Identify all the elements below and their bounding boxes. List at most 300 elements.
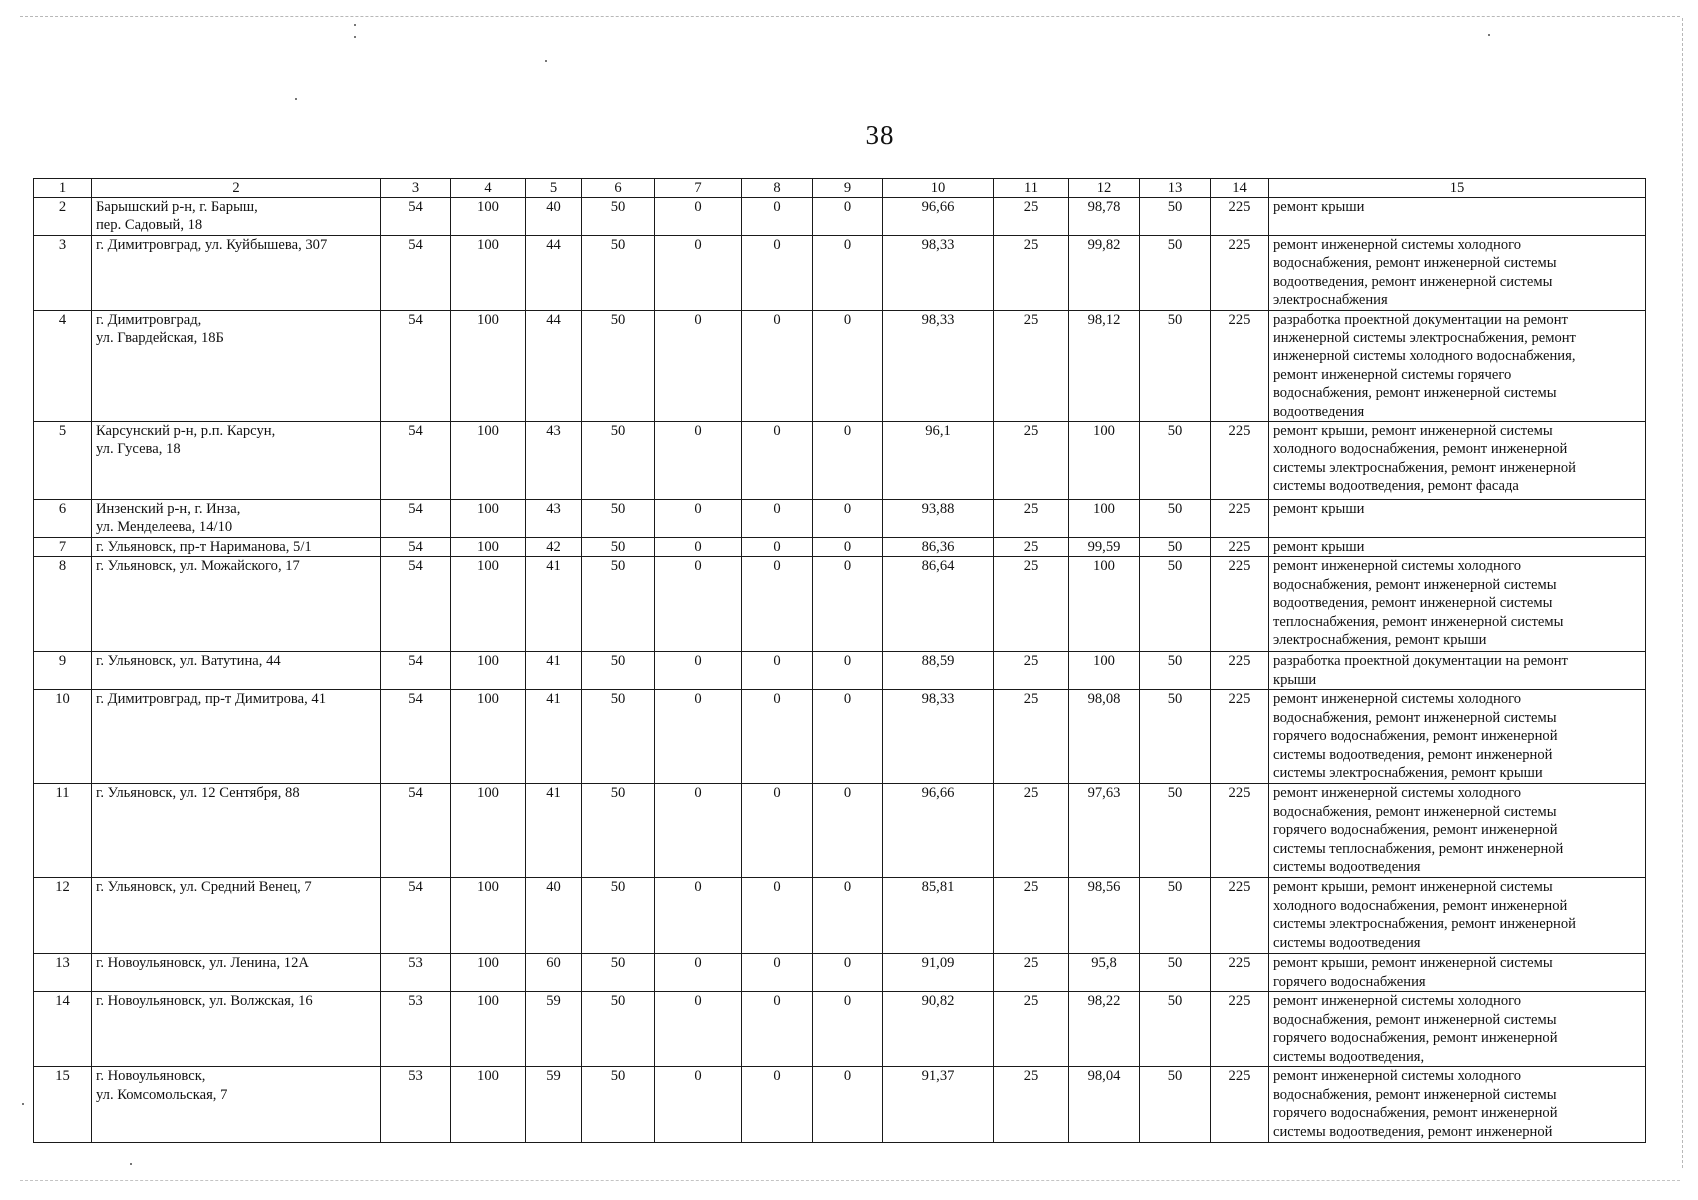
description-line: горячего водоснабжения, ремонт инженерной [1273,1105,1558,1122]
scan-border-top [20,16,1680,17]
value-cell: 53 [381,1067,451,1143]
description-line: инженерной системы электроснабжения, ремонт [1273,330,1576,347]
value-cell: 100 [451,1067,526,1143]
value-cell: 0 [742,878,813,954]
description-line: крыши [1273,671,1317,688]
value-cell: 98,08 [1069,690,1140,784]
value-cell: 50 [1140,236,1211,311]
works-description-cell [1269,784,1646,878]
value-cell: 0 [742,236,813,311]
row-number-cell: 5 [34,422,92,500]
value-cell: 25 [994,538,1069,557]
value-cell: 59 [526,992,582,1067]
value-cell: 0 [813,690,883,784]
value-cell: 99,82 [1069,236,1140,311]
value-cell: 41 [526,557,582,652]
table-row [34,500,1646,538]
description-line: системы водоотведения, ремонт инженерной [1273,1123,1553,1140]
description-line: ремонт крыши [1273,199,1365,215]
repair-table [33,178,1646,1143]
scan-speck [22,1103,24,1105]
description-line: водоснабжения, ремонт инженерной системы [1273,255,1557,272]
value-cell: 0 [742,310,813,421]
table-row [34,992,1646,1067]
works-description-cell [1269,500,1646,538]
value-cell: 0 [655,652,742,690]
value-cell: 41 [526,652,582,690]
value-cell: 100 [451,198,526,236]
value-cell: 50 [582,422,655,500]
column-header: 6 [582,179,655,198]
value-cell: 42 [526,538,582,557]
works-description-cell [1269,1067,1646,1143]
value-cell: 100 [451,878,526,954]
value-cell: 0 [813,310,883,421]
page-number: 38 [865,120,895,150]
value-cell: 0 [813,954,883,992]
value-cell: 43 [526,500,582,538]
works-description-cell [1269,198,1646,236]
description-line: ремонт инженерной системы горячего [1273,366,1512,383]
value-cell: 50 [1140,422,1211,500]
description-line: горячего водоснабжения, ремонт инженерной [1273,1030,1558,1047]
value-cell: 54 [381,690,451,784]
description-line: водоотведения, ремонт инженерной системы [1273,595,1553,612]
column-header: 10 [883,179,994,198]
value-cell: 98,33 [883,690,994,784]
value-cell: 91,37 [883,1067,994,1143]
address-line: ул. Гусева, 18 [96,441,181,458]
value-cell: 100 [451,784,526,878]
address-cell [92,557,381,652]
value-cell: 0 [742,557,813,652]
value-cell: 25 [994,652,1069,690]
description-line: системы водоотведения, ремонт фасада [1273,478,1519,495]
column-header: 11 [994,179,1069,198]
description-line: системы водоотведения, ремонт инженерной [1273,746,1553,763]
value-cell: 25 [994,1067,1069,1143]
value-cell: 0 [655,310,742,421]
column-header: 1 [34,179,92,198]
value-cell: 99,59 [1069,538,1140,557]
table-body [34,198,1646,1143]
description-line: ремонт инженерной системы холодного [1273,1068,1522,1085]
value-cell: 0 [742,652,813,690]
value-cell: 50 [582,198,655,236]
value-cell: 54 [381,557,451,652]
description-line: электроснабжения, ремонт крыши [1273,632,1487,649]
table-row [34,236,1646,311]
value-cell: 225 [1211,954,1269,992]
column-header: 8 [742,179,813,198]
address-line: г. Ульяновск, ул. Средний Венец, 7 [96,879,312,896]
row-number-cell: 7 [34,538,92,557]
value-cell: 25 [994,878,1069,954]
value-cell: 50 [582,784,655,878]
value-cell: 54 [381,310,451,421]
table-row [34,784,1646,878]
value-cell: 95,8 [1069,954,1140,992]
address-line: г. Ульяновск, ул. Можайского, 17 [96,558,300,575]
value-cell: 98,78 [1069,198,1140,236]
value-cell: 54 [381,878,451,954]
value-cell: 40 [526,878,582,954]
value-cell: 0 [742,954,813,992]
value-cell: 50 [582,878,655,954]
value-cell: 91,09 [883,954,994,992]
description-line: водоснабжения, ремонт инженерной системы [1273,576,1557,593]
value-cell: 54 [381,538,451,557]
value-cell: 50 [582,500,655,538]
value-cell: 225 [1211,1067,1269,1143]
address-line: Барышский р-н, г. Барыш, [96,199,258,215]
value-cell: 50 [582,1067,655,1143]
value-cell: 225 [1211,784,1269,878]
address-cell [92,198,381,236]
description-line: ремонт крыши, ремонт инженерной системы [1273,955,1553,972]
table-row [34,310,1646,421]
value-cell: 225 [1211,198,1269,236]
value-cell: 86,36 [883,538,994,557]
value-cell: 41 [526,690,582,784]
value-cell: 100 [451,310,526,421]
address-line: ул. Менделеева, 14/10 [96,519,233,536]
row-number-cell: 2 [34,198,92,236]
value-cell: 0 [813,198,883,236]
value-cell: 98,33 [883,236,994,311]
value-cell: 100 [451,422,526,500]
works-description-cell [1269,652,1646,690]
value-cell: 50 [1140,690,1211,784]
value-cell: 44 [526,310,582,421]
description-line: системы электроснабжения, ремонт инженерной [1273,459,1576,476]
column-header: 7 [655,179,742,198]
table-row [34,878,1646,954]
value-cell: 0 [655,690,742,784]
value-cell: 0 [813,784,883,878]
description-line: системы водоотведения, [1273,1048,1425,1065]
works-description-cell [1269,954,1646,992]
scan-speck [354,24,356,26]
value-cell: 25 [994,500,1069,538]
value-cell: 54 [381,784,451,878]
works-description-cell [1269,690,1646,784]
value-cell: 0 [655,992,742,1067]
description-line: системы электроснабжения, ремонт крыши [1273,765,1543,782]
table-row [34,557,1646,652]
description-line: ремонт крыши, ремонт инженерной системы [1273,423,1553,440]
row-number-cell: 14 [34,992,92,1067]
value-cell: 0 [813,878,883,954]
scan-speck [354,36,356,38]
column-header: 4 [451,179,526,198]
value-cell: 225 [1211,652,1269,690]
value-cell: 100 [451,557,526,652]
address-line: пер. Садовый, 18 [96,217,203,234]
value-cell: 0 [813,538,883,557]
value-cell: 60 [526,954,582,992]
row-number-cell: 8 [34,557,92,652]
value-cell: 50 [1140,992,1211,1067]
description-line: ремонт крыши [1273,501,1365,518]
description-line: горячего водоснабжения, ремонт инженерной [1273,822,1558,839]
table-row [34,1067,1646,1143]
value-cell: 0 [655,538,742,557]
description-line: водоснабжения, ремонт инженерной системы [1273,803,1557,820]
column-header: 14 [1211,179,1269,198]
scan-border-bottom [20,1180,1680,1181]
value-cell: 100 [451,954,526,992]
description-line: ремонт инженерной системы холодного [1273,785,1522,802]
value-cell: 98,22 [1069,992,1140,1067]
address-line: г. Димитровград, ул. Куйбышева, 307 [96,237,328,253]
value-cell: 50 [1140,652,1211,690]
table-header-row [34,179,1646,198]
value-cell: 50 [1140,878,1211,954]
address-line: г. Димитровград, пр-т Димитрова, 41 [96,691,326,708]
description-line: системы водоотведения [1273,859,1421,876]
value-cell: 54 [381,198,451,236]
value-cell: 0 [813,1067,883,1143]
description-line: ремонт инженерной системы холодного [1273,691,1522,708]
value-cell: 96,1 [883,422,994,500]
value-cell: 25 [994,954,1069,992]
value-cell: 225 [1211,236,1269,311]
scan-border-right [1682,18,1683,1168]
value-cell: 0 [655,236,742,311]
scan-speck [1488,34,1490,36]
column-header: 5 [526,179,582,198]
address-line: г. Новоульяновск, [96,1068,206,1085]
address-cell [92,310,381,421]
value-cell: 43 [526,422,582,500]
row-number-cell: 9 [34,652,92,690]
value-cell: 0 [813,652,883,690]
value-cell: 100 [451,236,526,311]
value-cell: 40 [526,198,582,236]
row-number-cell: 11 [34,784,92,878]
description-line: ремонт инженерной системы холодного [1273,993,1522,1010]
description-line: водоотведения, ремонт инженерной системы [1273,273,1553,290]
works-description-cell [1269,557,1646,652]
value-cell: 100 [451,500,526,538]
value-cell: 0 [813,992,883,1067]
address-cell [92,878,381,954]
column-header: 9 [813,179,883,198]
value-cell: 25 [994,690,1069,784]
column-header: 3 [381,179,451,198]
works-description-cell [1269,538,1646,557]
address-cell [92,538,381,557]
description-line: разработка проектной документации на ремонт [1273,311,1568,328]
address-cell [92,954,381,992]
address-line: г. Новоульяновск, ул. Ленина, 12А [96,955,309,972]
value-cell: 0 [813,422,883,500]
value-cell: 96,66 [883,198,994,236]
address-cell [92,690,381,784]
table-row [34,954,1646,992]
value-cell: 53 [381,954,451,992]
works-description-cell [1269,236,1646,311]
value-cell: 225 [1211,422,1269,500]
value-cell: 25 [994,992,1069,1067]
value-cell: 41 [526,784,582,878]
description-line: инженерной системы холодного водоснабжения, [1273,348,1576,365]
value-cell: 0 [655,954,742,992]
value-cell: 100 [451,992,526,1067]
value-cell: 86,64 [883,557,994,652]
description-line: водоснабжения, ремонт инженерной системы [1273,709,1557,726]
address-line: г. Ульяновск, пр-т Нариманова, 5/1 [96,539,312,556]
value-cell: 50 [1140,954,1211,992]
value-cell: 225 [1211,878,1269,954]
value-cell: 0 [742,690,813,784]
value-cell: 25 [994,557,1069,652]
value-cell: 50 [582,538,655,557]
value-cell: 0 [742,784,813,878]
value-cell: 100 [1069,422,1140,500]
description-line: электроснабжения [1273,292,1388,309]
address-cell [92,1067,381,1143]
description-line: ремонт крыши, ремонт инженерной системы [1273,879,1553,896]
value-cell: 98,04 [1069,1067,1140,1143]
value-cell: 90,82 [883,992,994,1067]
value-cell: 0 [742,422,813,500]
value-cell: 98,12 [1069,310,1140,421]
address-line: Карсунский р-н, р.п. Карсун, [96,423,276,440]
address-cell [92,422,381,500]
value-cell: 54 [381,422,451,500]
value-cell: 50 [1140,538,1211,557]
value-cell: 98,33 [883,310,994,421]
address-line: г. Димитровград, [96,311,202,328]
description-line: системы электроснабжения, ремонт инженерной [1273,916,1576,933]
description-line: водоотведения [1273,403,1365,420]
value-cell: 0 [742,500,813,538]
description-line: водоснабжения, ремонт инженерной системы [1273,1011,1557,1028]
column-header: 2 [92,179,381,198]
value-cell: 225 [1211,690,1269,784]
value-cell: 0 [742,198,813,236]
value-cell: 54 [381,236,451,311]
value-cell: 0 [655,878,742,954]
value-cell: 0 [813,236,883,311]
value-cell: 50 [1140,784,1211,878]
value-cell: 97,63 [1069,784,1140,878]
description-line: разработка проектной документации на ремонт [1273,653,1568,670]
description-line: холодного водоснабжения, ремонт инженерной [1273,441,1568,458]
row-number-cell: 4 [34,310,92,421]
value-cell: 50 [1140,198,1211,236]
column-header: 13 [1140,179,1211,198]
value-cell: 0 [655,198,742,236]
value-cell: 0 [813,500,883,538]
description-line: ремонт инженерной системы холодного [1273,237,1522,253]
value-cell: 25 [994,422,1069,500]
value-cell: 25 [994,236,1069,311]
table-row [34,538,1646,557]
value-cell: 0 [655,500,742,538]
value-cell: 225 [1211,500,1269,538]
address-cell [92,992,381,1067]
value-cell: 25 [994,784,1069,878]
works-description-cell [1269,310,1646,421]
value-cell: 50 [582,992,655,1067]
description-line: ремонт крыши [1273,539,1365,556]
description-line: теплоснабжения, ремонт инженерной системы [1273,613,1564,630]
value-cell: 100 [1069,500,1140,538]
value-cell: 225 [1211,310,1269,421]
value-cell: 50 [582,652,655,690]
address-cell [92,652,381,690]
value-cell: 0 [655,1067,742,1143]
value-cell: 50 [1140,310,1211,421]
value-cell: 25 [994,198,1069,236]
value-cell: 0 [742,538,813,557]
value-cell: 100 [451,690,526,784]
scan-speck [130,1163,132,1165]
value-cell: 225 [1211,557,1269,652]
row-number-cell: 6 [34,500,92,538]
table-row [34,690,1646,784]
value-cell: 100 [451,652,526,690]
works-description-cell [1269,422,1646,500]
value-cell: 88,59 [883,652,994,690]
description-line: системы водоотведения [1273,934,1421,951]
value-cell: 225 [1211,992,1269,1067]
value-cell: 0 [655,557,742,652]
address-line: ул. Гвардейская, 18Б [96,330,224,347]
description-line: холодного водоснабжения, ремонт инженерной [1273,897,1568,914]
description-line: водоснабжения, ремонт инженерной системы [1273,385,1557,402]
value-cell: 54 [381,500,451,538]
value-cell: 0 [742,992,813,1067]
value-cell: 50 [1140,500,1211,538]
address-cell [92,236,381,311]
address-line: г. Новоульяновск, ул. Волжская, 16 [96,993,313,1010]
description-line: системы теплоснабжения, ремонт инженерной [1273,840,1564,857]
value-cell: 96,66 [883,784,994,878]
value-cell: 98,56 [1069,878,1140,954]
description-line: ремонт инженерной системы холодного [1273,558,1522,575]
value-cell: 0 [742,1067,813,1143]
row-number-cell: 15 [34,1067,92,1143]
value-cell: 53 [381,992,451,1067]
value-cell: 0 [655,422,742,500]
scan-speck [545,60,547,62]
scan-speck [295,98,297,100]
value-cell: 59 [526,1067,582,1143]
address-line: Инзенский р-н, г. Инза, [96,501,241,518]
value-cell: 0 [655,784,742,878]
value-cell: 93,88 [883,500,994,538]
description-line: горячего водоснабжения, ремонт инженерной [1273,728,1558,745]
value-cell: 50 [582,954,655,992]
address-cell [92,500,381,538]
value-cell: 50 [582,557,655,652]
address-line: ул. Комсомольская, 7 [96,1086,228,1103]
value-cell: 50 [1140,1067,1211,1143]
row-number-cell: 10 [34,690,92,784]
table-row [34,422,1646,500]
value-cell: 54 [381,652,451,690]
value-cell: 100 [1069,557,1140,652]
description-line: горячего водоснабжения [1273,973,1426,990]
value-cell: 225 [1211,538,1269,557]
value-cell: 25 [994,310,1069,421]
address-cell [92,784,381,878]
value-cell: 50 [582,236,655,311]
